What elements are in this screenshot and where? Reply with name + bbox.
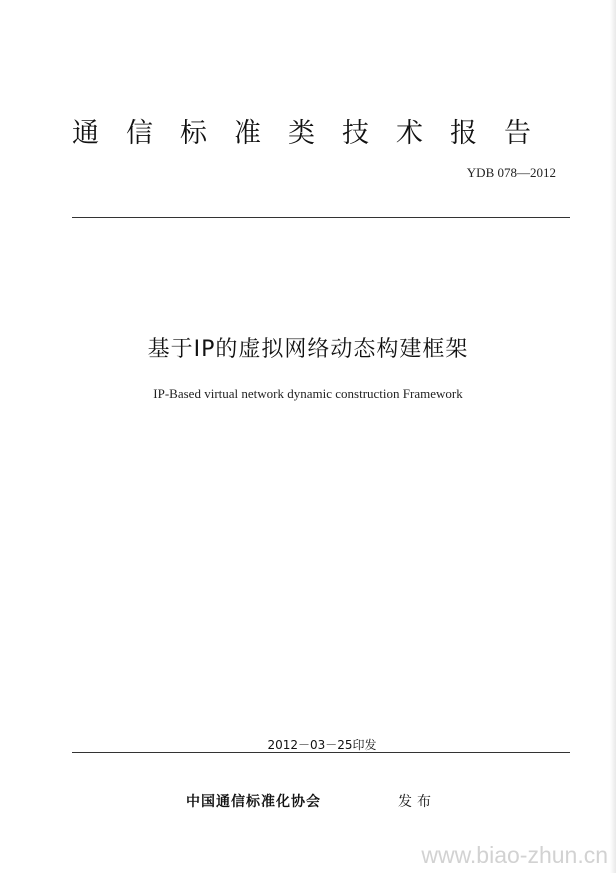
document-title-cn: 基于IP的虚拟网络动态构建框架 xyxy=(147,337,469,362)
bottom-divider xyxy=(72,752,570,753)
site-watermark: www.biao-zhun.cn xyxy=(421,842,608,868)
standard-number: YDB 078—2012 xyxy=(466,165,556,180)
series-title: 通信标准类技术报告 xyxy=(72,118,558,149)
top-divider xyxy=(72,217,570,218)
publisher-name: 中国通信标准化协会 xyxy=(186,794,321,810)
document-title-en: IP-Based virtual network dynamic construction Framework xyxy=(153,386,463,401)
publish-label: 发布 xyxy=(398,794,436,810)
issue-date: 2012－03－25印发 xyxy=(267,738,377,752)
